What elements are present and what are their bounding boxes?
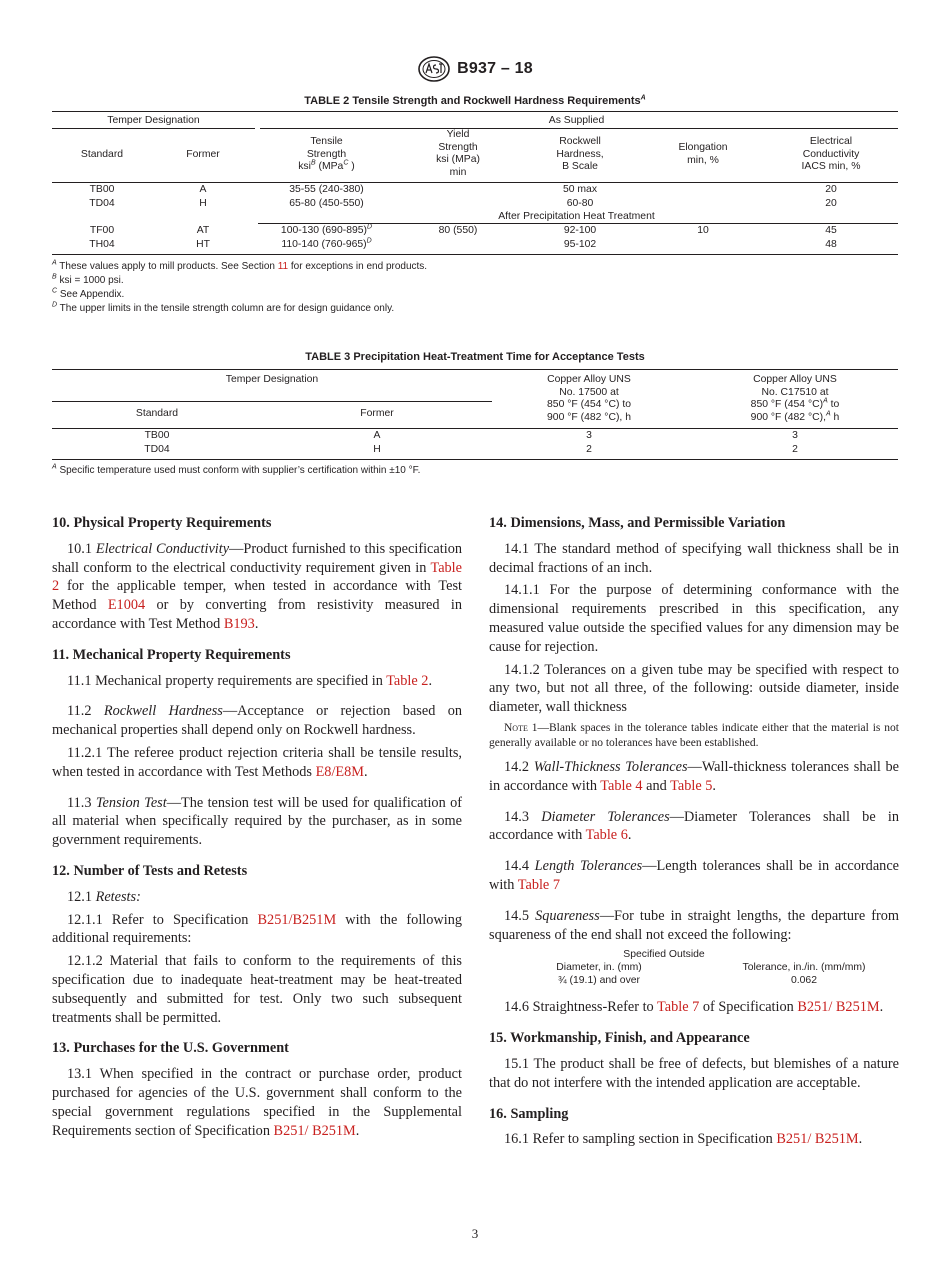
table-6-link[interactable]: Table 6 (585, 827, 628, 844)
table2-header-conductivity: Electrical Conductivity IACS min, % (801, 136, 861, 172)
table2-footnote-c: $^C$ See Appendix. (52, 287, 125, 300)
squareness-header-2: Diameter, in. (mm) (556, 962, 642, 974)
table2-header-rockwell: Rockwell Hardness, B Scale (556, 136, 604, 172)
table2-cell: 20 (825, 184, 837, 195)
table3-cell: H (373, 444, 381, 455)
section-11-title: 11. Mechanical Property Requirements (52, 646, 291, 663)
para-14-1-2: 14.1.2 Tolerances on a given tube may be specified with respect to any two, but not all three, of the following: outside diameter, inside diameter, wall thickness (489, 661, 899, 716)
table-7-link[interactable]: Table 7 (657, 999, 700, 1016)
right-column (489, 514, 899, 1153)
table3-cell: A (373, 430, 381, 441)
para-13-1: 13.1 When specified in the contract or purchase order, product purchased for agencies of the U.S. government shall conform to the special government regulations specified in the Supplemental Requirements section of Specification B251/ B251M. (52, 1066, 462, 1139)
table3-top-rule (52, 369, 898, 370)
table2-cell: HT (196, 239, 210, 250)
section-10-title: 10. Physical Property Requirements (52, 515, 272, 531)
table2-temper-rule (52, 128, 255, 129)
table2-cell: AT (196, 225, 210, 236)
table3-header-c17510: Copper Alloy UNS No. C17510 at 850 °F (454 °C)$^A$ to 900 °F (482 °C),$^A$ h (750, 374, 840, 423)
table2-supplied-rule (260, 128, 898, 129)
astm-logo-icon (417, 54, 451, 84)
table2-cell: 80 (550) (438, 225, 478, 236)
table2-cell: 100-130 $(690-895)^D$ (280, 223, 373, 236)
table2-header-elongation: Elongation min, % (678, 142, 728, 166)
para-11-2-1: 11.2.1 The referee product rejection criteria shall be tensile results, when tested in accordance with Test Methods E8/E8M. (52, 744, 462, 780)
table3-header-former: Former (360, 408, 394, 419)
para-16-1: 16.1 Refer to sampling section in Specification B251/ B251M. (504, 1131, 863, 1148)
table2-cell: 10 (697, 225, 709, 236)
table3-cell: TD04 (144, 444, 170, 455)
table2-cell: 110-140 $(760-965)^D$ (281, 237, 372, 250)
b251-link[interactable]: B251/ B251M (797, 999, 880, 1016)
table2-cell: 65-80 (450-550) (289, 198, 364, 209)
squareness-table (489, 948, 899, 992)
table2-header-tensile: Tensile Strength ksi$^B$ (MPa$^C$ ) (298, 136, 355, 172)
table2-cell: 50 max (562, 184, 598, 195)
table2-cell: 45 (825, 225, 837, 236)
table3-cell: 2 (792, 444, 798, 455)
table2-cell: 60-80 (566, 198, 594, 209)
table-4-link[interactable]: Table 4 (600, 777, 643, 794)
table2-cell: 95-102 (563, 239, 597, 250)
para-11-3: 11.3 Tension Test—The tension test will be used for qualification of all material when specifically required by the purchaser, as in some government requirements. (52, 794, 462, 849)
table2-cell: TD04 (89, 198, 115, 209)
table2-cell: 35-55 (240-380) (289, 184, 364, 195)
b251-link[interactable]: B251/B251M (257, 911, 337, 928)
table3-bottom-rule (52, 459, 898, 460)
table3-header-standard: Standard (135, 408, 179, 419)
b193-link[interactable]: B193 (223, 615, 255, 632)
para-10-1: 10.1 Electrical Conductivity—Product furnished to this specification shall conform to the electrical conductivity requirement given in Table 2 for the applicable temper, when tested in accordance with Test Method E1004 or by converting from resistivity measured in accordance with Test Method B193. (52, 540, 462, 632)
squareness-header-1: Specified Outside (623, 949, 705, 961)
table2-caption: TABLE 2 Tensile Strength and Rockwell Hardness Requirements$^A$ (304, 94, 646, 107)
squareness-cell: ¾ (19.1) and over (557, 975, 641, 987)
table-7-link[interactable]: Table 7 (517, 876, 561, 893)
para-14-5: 14.5 Squareness—For tube in straight lengths, the departure from squareness of the end shall not exceed the following: (489, 907, 900, 943)
section-15-title: 15. Workmanship, Finish, and Appearance (489, 1030, 750, 1047)
left-column (52, 514, 462, 1144)
table2-cell: A (199, 184, 207, 195)
table3-footnote-a: $^A$ Specific temperature used must conform with supplier’s certification within ±10 °F. (52, 463, 421, 476)
table2-cell: 92-100 (563, 225, 597, 236)
table2-cell: TB00 (89, 184, 115, 195)
table2-subheading: After Precipitation Heat Treatment (498, 211, 655, 222)
para-12-1-2: 12.1.2 Material that fails to conform to the requirements of this specification due to inadequate heat-treatment may be heat-treated subsequently and submitted for test. Only two such subsequent treatments shall be permitted. (52, 953, 462, 1026)
b251-link[interactable]: B251/ B251M (273, 1122, 356, 1139)
table2-header-yield: Yield Strength ksi (MPa) min (436, 129, 480, 178)
table2-header-rule (52, 182, 898, 183)
table2-cell: 20 (825, 198, 837, 209)
para-14-1-1: 14.1.1 For the purpose of determining conformance with the dimensional requirements prescribed in this specification, any measured value outside the specified values for any dimension may be cause for rejection. (489, 582, 899, 655)
table3-cell: 2 (586, 444, 592, 455)
table2-top-rule (52, 111, 898, 112)
para-14-4: 14.4 Length Tolerances—Length tolerances shall be in accordance with Table 7 (489, 858, 900, 893)
squareness-cell: 0.062 (790, 975, 817, 987)
para-14-3: 14.3 Diameter Tolerances—Diameter Tolerances shall be in accordance with Table 6. (489, 808, 899, 844)
table2-footnote-b: $^B$ ksi = 1000 psi. (52, 273, 124, 286)
para-15-1: 15.1 The product shall be free of defects, but blemishes of a nature that do not interfere with the intended application are acceptable. (489, 1055, 899, 1091)
table3-caption: TABLE 3 Precipitation Heat-Treatment Time for Acceptance Tests (305, 351, 645, 363)
table2-group-supplied: As Supplied (548, 115, 605, 126)
table-2-link[interactable]: Table 2 (386, 672, 429, 689)
para-12-1: 12.1 Retests: (67, 888, 141, 905)
table3-temper-rule (52, 401, 492, 402)
table-5-link[interactable]: Table 5 (670, 777, 713, 794)
section-12-title: 12. Number of Tests and Retests (52, 862, 248, 879)
table2-bottom-rule (52, 254, 898, 255)
b251-link[interactable]: B251/ B251M (776, 1131, 859, 1148)
section-11-link[interactable]: 11 (277, 261, 289, 272)
page-number: 3 (471, 1226, 479, 1241)
section-14-title: 14. Dimensions, Mass, and Permissible Variation (489, 515, 786, 531)
para-11-2: 11.2 Rockwell Hardness—Acceptance or rejection based on mechanical properties shall depend only on Rockwell hardness. (52, 703, 462, 739)
table3-header-c17500: Copper Alloy UNS No. 17500 at 850 °F (454 °C) to 900 °F (482 °C), h (547, 374, 631, 423)
para-14-2: 14.2 Wall-Thickness Tolerances—Wall-thickness tolerances shall be in accordance with Table 4 and Table 5. (489, 758, 900, 794)
table2-cell: TH04 (89, 239, 115, 250)
section-16-title: 16. Sampling (489, 1105, 569, 1122)
table2-footnote-d: $^D$ The upper limits in the tensile strength column are for design guidance only. (52, 301, 395, 314)
squareness-header-3: Tolerance, in./in. (mm/mm) (742, 962, 866, 974)
e1004-link[interactable]: E1004 (107, 597, 146, 614)
page-header (0, 52, 950, 86)
table2-cell: TF00 (89, 225, 115, 236)
table3-group-temper: Temper Designation (225, 374, 319, 385)
table2-cell: H (199, 198, 207, 209)
standard-designation: B937 – 18 (457, 60, 533, 77)
table3-header-rule (52, 428, 898, 429)
table3-cell: 3 (586, 430, 592, 441)
table3-cell: 3 (792, 430, 798, 441)
para-11-1: 11.1 Mechanical property requirements are specified in Table 2. (67, 672, 433, 689)
table2-cell: 48 (825, 239, 837, 250)
para-12-1-1: 12.1.1 Refer to Specification B251/B251M with the following additional requirements: (52, 911, 463, 947)
table3-cell: TB00 (144, 430, 170, 441)
table2-footnote-a: $^A$ These values apply to mill products. See Section 11 for exceptions in end products. (52, 259, 428, 272)
section-13-title: 13. Purchases for the U.S. Government (52, 1040, 289, 1057)
note-1: Note 1—Blank spaces in the tolerance tables indicate either that the material is not generally available or no tolerances have been established. (489, 721, 899, 750)
para-14-1: 14.1 The standard method of specifying wall thickness shall be in decimal fractions of an inch. (489, 540, 899, 576)
para-14-6: 14.6 Straightness-Refer to Table 7 of Specification B251/ B251M. (504, 999, 884, 1016)
table2-group-temper: Temper Designation (107, 115, 200, 126)
table2-header-former: Former (186, 149, 220, 160)
table2-subhead-rule (258, 223, 898, 224)
table-2-link[interactable]: Table 2 (52, 559, 462, 595)
e8-e8m-link[interactable]: E8/E8M (315, 763, 365, 780)
table2-header-standard: Standard (80, 149, 124, 160)
